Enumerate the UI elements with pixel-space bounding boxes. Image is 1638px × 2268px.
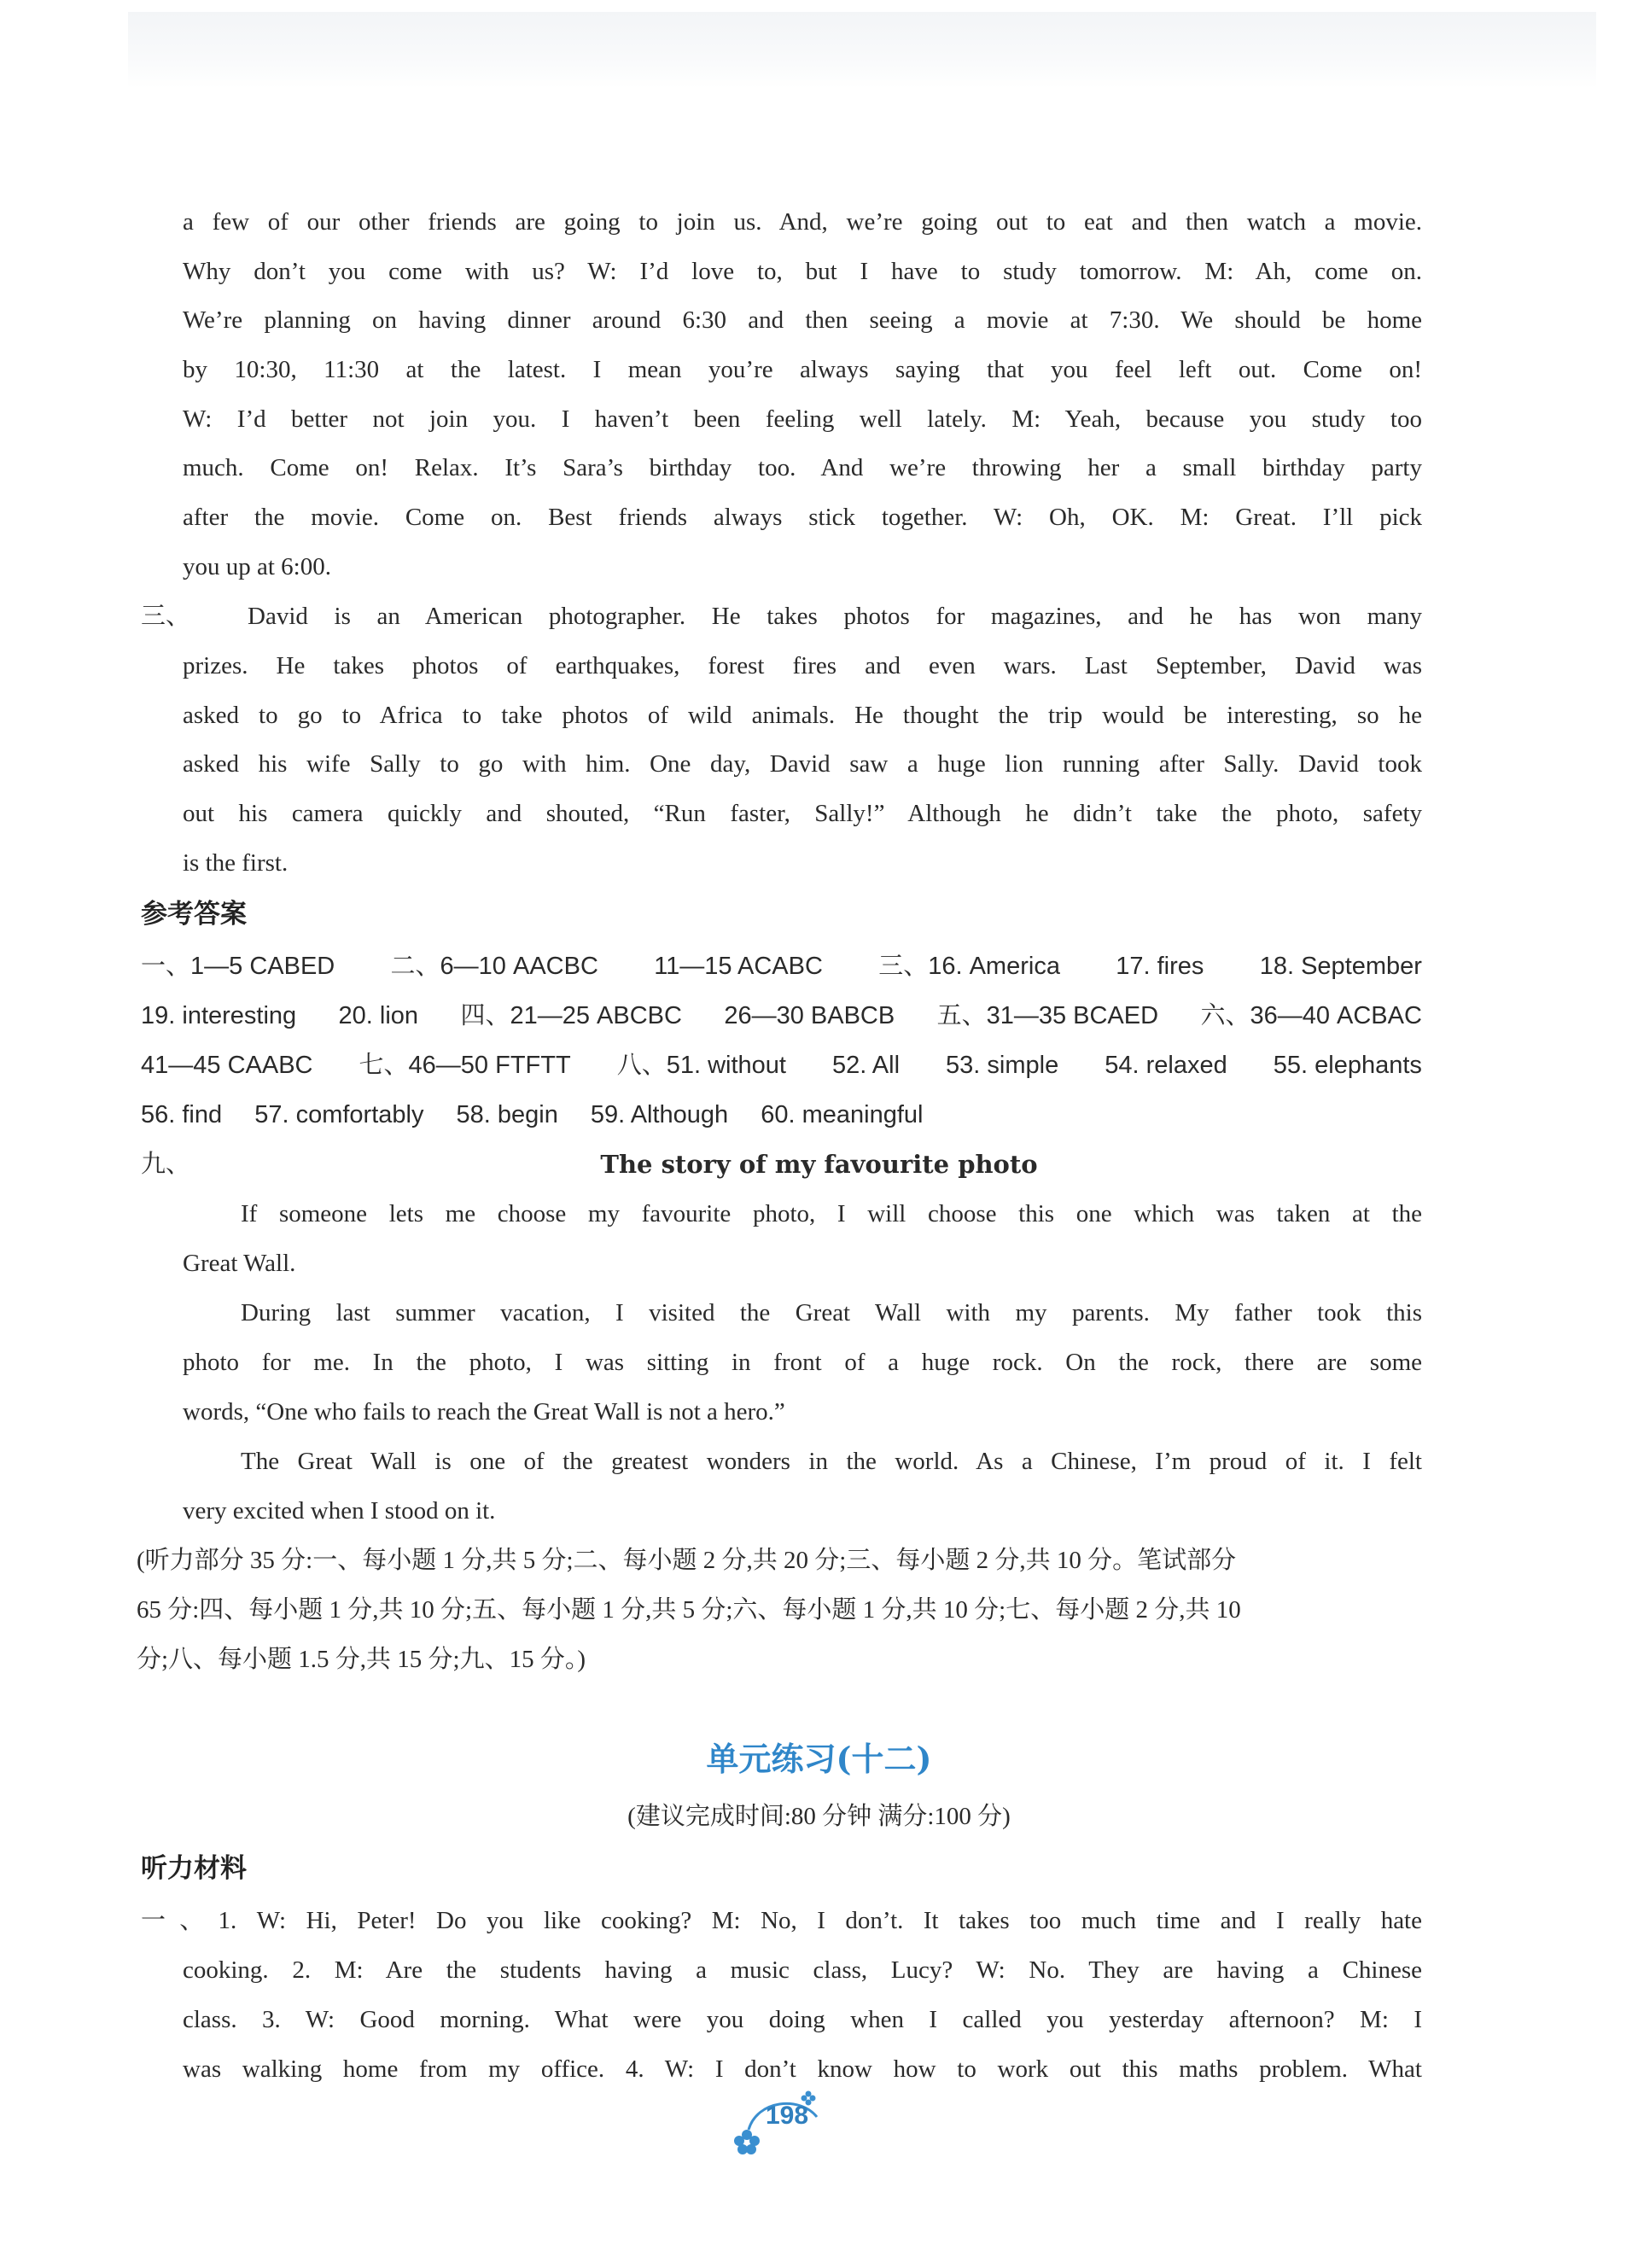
text-line: W: I’d better not join you. I haven’t been feeling well lately. M: Yeah, because you study too	[183, 405, 1422, 433]
answer-item: 56. find	[141, 1101, 223, 1128]
page-number	[732, 2083, 825, 2160]
answer-row	[141, 999, 1422, 1033]
section-marker: 九、	[141, 1151, 191, 1178]
answer-item: 18. September	[1259, 953, 1422, 980]
text-line: During last summer vacation, I visited the Great Wall with my parents. My father took this	[241, 1299, 1422, 1326]
text-line: asked his wife Sally to go with him. One day, David saw a huge lion running after Sally. David took	[183, 750, 1422, 778]
answer-item: 55. elephants	[1273, 1052, 1422, 1079]
unit-title: 单元练习(十二)	[706, 1740, 932, 1778]
text-line: asked to go to Africa to take photos of wild animals. He thought the trip would be interesting, so he	[183, 702, 1422, 729]
scoring-note-line: 分;八、每小题 1.5 分,共 15 分;九、15 分。)	[137, 1646, 586, 1673]
text-line: after the movie. Come on. Best friends always stick together. W: Oh, OK. M: Great. I’ll pick	[183, 504, 1422, 531]
answer-item: 17. fires	[1116, 953, 1204, 980]
answer-item: 19. interesting	[141, 1002, 297, 1029]
answer-row	[141, 1098, 1422, 1132]
text-line: very excited when I stood on it.	[183, 1497, 496, 1525]
answer-item: 一、1—5 CABED	[141, 953, 335, 980]
text-line: much. Come on! Relax. It’s Sara’s birthday too. And we’re throwing her a small birthday party	[183, 454, 1422, 481]
answer-item: 20. lion	[338, 1002, 419, 1029]
answer-item: 26—30 BABCB	[724, 1002, 895, 1029]
answer-item: 60. meaningful	[761, 1101, 924, 1128]
text-line: out his camera quickly and shouted, “Run faster, Sally!” Although he didn’t take the photo, safety	[183, 800, 1422, 827]
text-line: If someone lets me choose my favourite photo, I will choose this one which was taken at the	[241, 1200, 1422, 1227]
text-line: a few of our other friends are going to join us. And, we’re going out to eat and then watch a movie.	[183, 208, 1422, 236]
text-line: The Great Wall is one of the greatest wonders in the world. As a Chinese, I’m proud of it. I felt	[241, 1448, 1422, 1475]
listening-heading: 听力材料	[141, 1853, 247, 1884]
essay-title: The story of my favourite photo	[600, 1150, 1038, 1179]
text-line: class. 3. W: Good morning. What were you doing when I called you yesterday afternoon? M: I	[183, 2006, 1422, 2033]
answer-item: 53. simple	[946, 1052, 1059, 1079]
scoring-note-line: (听力部分 35 分:一、每小题 1 分,共 5 分;二、每小题 2 分,共 20 分;三、每小题 2 分,共 10 分。笔试部分	[137, 1547, 1237, 1574]
answer-row	[141, 949, 1422, 983]
answer-item: 七、46—50 FTFTT	[358, 1052, 571, 1079]
scoring-note-line: 65 分:四、每小题 1 分,共 10 分;五、每小题 1 分,共 5 分;六、每小题 1 分,共 10 分;七、每小题 2 分,共 10	[137, 1596, 1241, 1624]
text-line: by 10:30, 11:30 at the latest. I mean you’re always saying that you feel left out. Come on!	[183, 356, 1422, 383]
text-line: Why don’t you come with us? W: I’d love to, but I have to study tomorrow. M: Ah, come on.	[183, 258, 1422, 285]
answer-item: 57. comfortably	[254, 1101, 424, 1128]
answer-item: 59. Although	[590, 1101, 729, 1128]
answer-item: 三、16. America	[878, 953, 1060, 980]
text-line: 一、1. W: Hi, Peter! Do you like cooking? M: No, I don’t. It takes too much time and I really hate	[141, 1907, 1422, 1934]
answer-item: 六、36—40 ACBAC	[1200, 1002, 1422, 1029]
answer-item: 四、21—25 ABCBC	[460, 1002, 682, 1029]
text-line: was walking home from my office. 4. W: I don’t know how to work out this maths problem. What	[183, 2055, 1422, 2083]
answer-row	[141, 1048, 1422, 1082]
text-line: We’re planning on having dinner around 6:30 and then seeing a movie at 7:30. We should be home	[183, 306, 1422, 334]
text-line: Great Wall.	[183, 1250, 296, 1277]
answer-item: 58. begin	[456, 1101, 558, 1128]
text-line: David is an American photographer. He takes photos for magazines, and he has won many	[248, 603, 1422, 630]
answer-item: 八、51. without	[616, 1052, 786, 1079]
text-line: is the first.	[183, 849, 289, 877]
answer-item: 二、6—10 AACBC	[390, 953, 598, 980]
unit-subtitle: (建议完成时间:80 分钟 满分:100 分)	[627, 1803, 1011, 1830]
text-line: prizes. He takes photos of earthquakes, forest fires and even wars. Last September, David was	[183, 652, 1422, 679]
section-marker: 三、	[141, 603, 191, 630]
answer-item: 52. All	[832, 1052, 901, 1079]
text-line: photo for me. In the photo, I was sitting in front of a huge rock. On the rock, there are some	[183, 1349, 1422, 1376]
answer-item: 五、31—35 BCAED	[936, 1002, 1159, 1029]
page-number-text: 198	[765, 2102, 809, 2130]
answer-item: 41—45 CAABC	[141, 1052, 313, 1079]
text-line: words, “One who fails to reach the Great Wall is not a hero.”	[183, 1398, 785, 1426]
answer-item: 11—15 ACABC	[654, 953, 823, 980]
text-line: cooking. 2. M: Are the students having a music class, Lucy? W: No. They are having a Chinese	[183, 1956, 1422, 1984]
text-line: you up at 6:00.	[183, 553, 331, 580]
answer-item: 54. relaxed	[1105, 1052, 1227, 1079]
answers-heading: 参考答案	[141, 899, 247, 930]
